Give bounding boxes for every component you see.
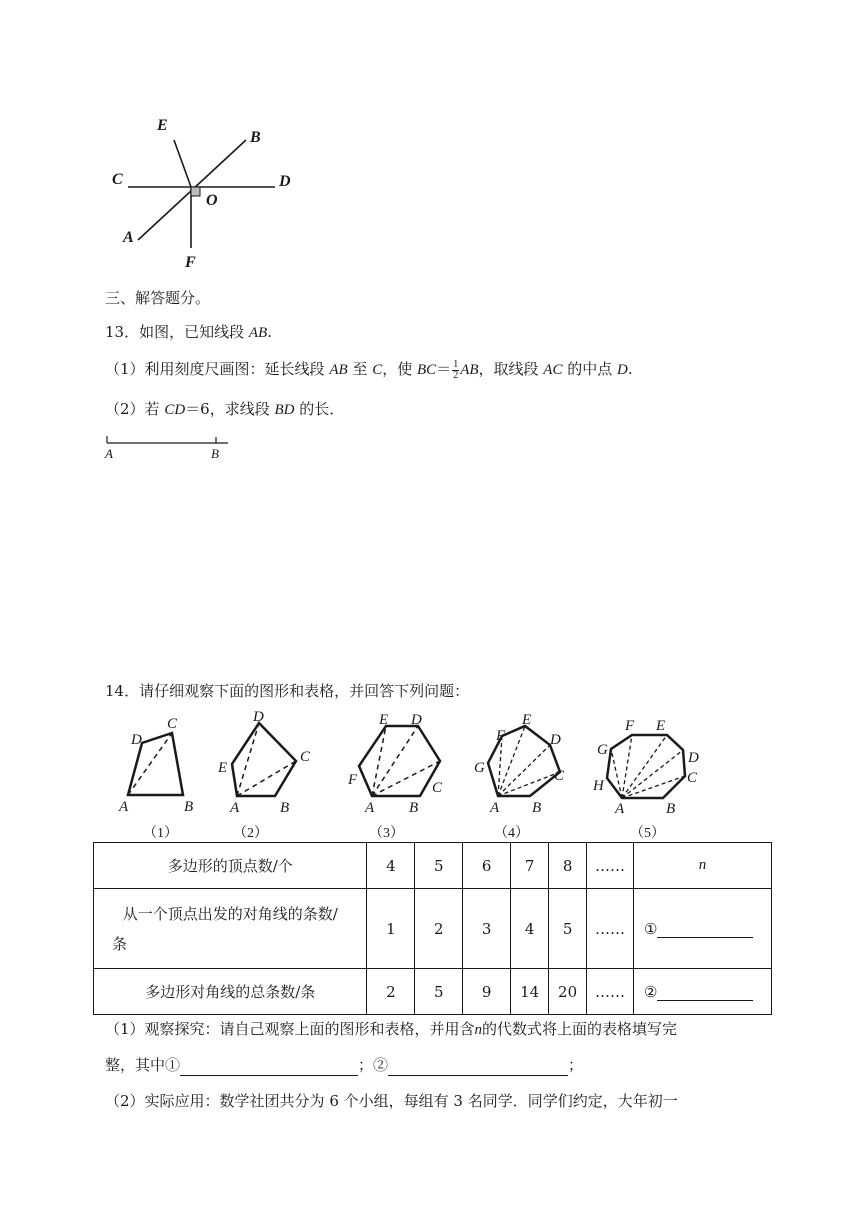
q13-part1-d: D	[617, 362, 628, 378]
q14-part1-line2	[105, 1054, 583, 1076]
svg-text:B: B	[280, 800, 290, 816]
table-cell: 9	[463, 969, 511, 1015]
polygon-caption-1: （1）	[143, 826, 178, 841]
table-cell: 7	[511, 843, 549, 889]
table-cell: 1	[367, 889, 415, 969]
svg-text:A: A	[365, 800, 375, 816]
table-header-line2: 条	[112, 934, 128, 953]
table-header-line1: 从一个顶点出发的对角线的条数/	[122, 904, 338, 923]
answer-blank-1-cell[interactable]	[634, 889, 772, 969]
table-cell: 4	[511, 889, 549, 969]
polygon-caption-3: （3）	[369, 826, 404, 841]
polygon-caption-2: （2）	[233, 826, 268, 841]
label-c: C	[112, 171, 123, 188]
q13-part1-t1: 至	[347, 360, 373, 378]
label-f: F	[185, 254, 196, 271]
polygon-4-heptagon	[474, 712, 565, 816]
fraction-denominator: 2	[453, 369, 459, 381]
q13-part1-t4: 的中点	[562, 360, 618, 378]
svg-text:B: B	[666, 801, 676, 817]
q13-part1-ab: AB	[460, 362, 479, 378]
table-cell: 2	[367, 969, 415, 1015]
svg-text:E: E	[218, 760, 228, 776]
q14-part1-line1	[105, 1018, 677, 1041]
svg-text:F: F	[348, 772, 358, 788]
q13-part1-bc: BC	[417, 362, 437, 378]
svg-text:D: D	[688, 750, 699, 766]
table-cell: 4	[367, 843, 415, 889]
svg-text:B: B	[409, 800, 419, 816]
q13-part1-ac: AC	[543, 362, 563, 378]
intersecting-lines-figure	[100, 110, 310, 280]
table-cell: 2	[415, 889, 463, 969]
svg-text:E: E	[379, 712, 389, 728]
polygon-2-pentagon	[217, 709, 311, 816]
svg-text:B: B	[184, 799, 194, 815]
svg-text:C: C	[432, 780, 443, 796]
table-header-cell: 多边形的顶点数/个	[94, 843, 367, 889]
q14-part1-line2-post: ；	[568, 1056, 584, 1074]
svg-text:D: D	[550, 732, 561, 748]
segment-label-a: A	[105, 446, 113, 461]
q13-part2-t1: ＝6，求线段	[185, 400, 275, 418]
fraction-one-half	[452, 360, 459, 381]
answer-blank-part1-1[interactable]	[180, 1057, 358, 1076]
segment-label-b: B	[211, 446, 219, 461]
svg-text:A: A	[230, 800, 240, 816]
table-row-vertices	[94, 843, 772, 889]
svg-text:F: F	[625, 718, 635, 734]
label-e: E	[157, 117, 168, 134]
label-b: B	[250, 129, 261, 146]
svg-text:F: F	[496, 728, 506, 744]
q14-stem: 14．请仔细观察下面的图形和表格，并回答下列问题：	[105, 682, 470, 700]
q14-part1-line2-pre: 整，其中①	[105, 1056, 181, 1074]
q13-part1-c: C	[372, 362, 383, 378]
polygon-5-octagon	[592, 718, 699, 817]
table-cell: 3	[463, 889, 511, 969]
polygon-caption-4: （4）	[494, 826, 529, 841]
answer-blank-2[interactable]	[657, 1000, 753, 1001]
label-a: A	[123, 229, 134, 246]
svg-text:C: C	[687, 770, 698, 786]
q13-part2	[105, 398, 344, 421]
right-angle-mark	[191, 187, 200, 196]
answer-blank-2-cell[interactable]	[634, 969, 772, 1015]
q13-part1	[105, 358, 633, 381]
polygon-figures	[110, 708, 710, 820]
table-cell: ……	[587, 843, 634, 889]
line-ef	[174, 140, 191, 187]
q13-number: 13．	[105, 323, 140, 341]
svg-text:C: C	[300, 749, 311, 765]
table-header-cell: 多边形对角线的总条数/条	[94, 969, 367, 1015]
table-cell: ……	[587, 969, 634, 1015]
q13-stem-seg: AB	[248, 325, 268, 341]
polygon-caption-5: （5）	[630, 826, 665, 841]
svg-text:H: H	[593, 778, 604, 794]
q14-part2-line: （2）实际应用：数学社团共分为 6 个小组，每组有 3 名同学．同学们约定，大年初一	[105, 1092, 678, 1110]
svg-text:B: B	[532, 800, 542, 816]
answer-blank-1[interactable]	[657, 937, 753, 938]
q13-part2-label: （2）若	[105, 400, 165, 418]
svg-text:C: C	[167, 716, 178, 732]
table-cell: 8	[549, 843, 587, 889]
blank-label-2: ②	[644, 982, 658, 1001]
answer-blank-part1-2[interactable]	[388, 1057, 568, 1076]
q13-part2-bd: BD	[274, 402, 295, 418]
blank-label-1: ①	[644, 919, 658, 938]
q13-part1-t3: ，取线段	[478, 360, 544, 378]
q14-part1-var: n	[474, 1022, 483, 1038]
q13-part1-eq: ＝	[436, 360, 452, 378]
table-row-total-diagonals	[94, 969, 772, 1015]
table-cell: 20	[549, 969, 587, 1015]
q13-part1-label: （1）利用刻度尺画图：延长线段	[105, 360, 330, 378]
svg-text:C: C	[554, 768, 565, 784]
svg-text:D: D	[253, 709, 264, 725]
table-cell: 6	[463, 843, 511, 889]
fraction-numerator: 1	[453, 358, 459, 370]
svg-text:E: E	[522, 712, 532, 728]
svg-text:D: D	[411, 712, 422, 728]
table-header-cell	[94, 889, 367, 969]
q14-part1-text-pre: （1）观察探究：请自己观察上面的图形和表格，并用含	[105, 1020, 475, 1038]
q13-part2-t2: 的长．	[294, 400, 345, 418]
table-cell: 5	[415, 969, 463, 1015]
polygon-3-hexagon	[347, 712, 443, 816]
svg-text:A: A	[119, 799, 129, 815]
svg-text:G: G	[474, 760, 485, 776]
table-cell: 14	[511, 969, 549, 1015]
label-o: O	[206, 192, 218, 209]
q14-part1-text-post: 的代数式将上面的表格填写完	[482, 1020, 678, 1038]
label-d: D	[279, 173, 291, 190]
q13-stem-post: .	[267, 323, 272, 341]
table-row-diagonals-from-vertex	[94, 889, 772, 969]
q13-part1-t5: .	[627, 360, 633, 378]
q13-part1-t2: ，使	[382, 360, 417, 378]
diagonals-table	[93, 842, 772, 1015]
polygon-1-quadrilateral	[118, 716, 193, 815]
table-cell: 5	[549, 889, 587, 969]
svg-text:A: A	[490, 800, 500, 816]
q13-stem-pre: 如图，已知线段	[139, 323, 249, 341]
table-cell: 5	[415, 843, 463, 889]
section-heading: 三、解答题分。	[105, 289, 211, 307]
q13-part1-seg1: AB	[329, 362, 348, 378]
svg-text:A: A	[615, 801, 625, 817]
q14-part1-line2-mid: ；②	[358, 1056, 389, 1074]
q13-part2-cd: CD	[164, 402, 186, 418]
q13-stem	[105, 321, 272, 344]
svg-text:E: E	[656, 718, 666, 734]
svg-text:D: D	[131, 732, 142, 748]
table-cell-n: n	[634, 843, 772, 889]
table-cell: ……	[587, 889, 634, 969]
svg-text:G: G	[597, 742, 608, 758]
